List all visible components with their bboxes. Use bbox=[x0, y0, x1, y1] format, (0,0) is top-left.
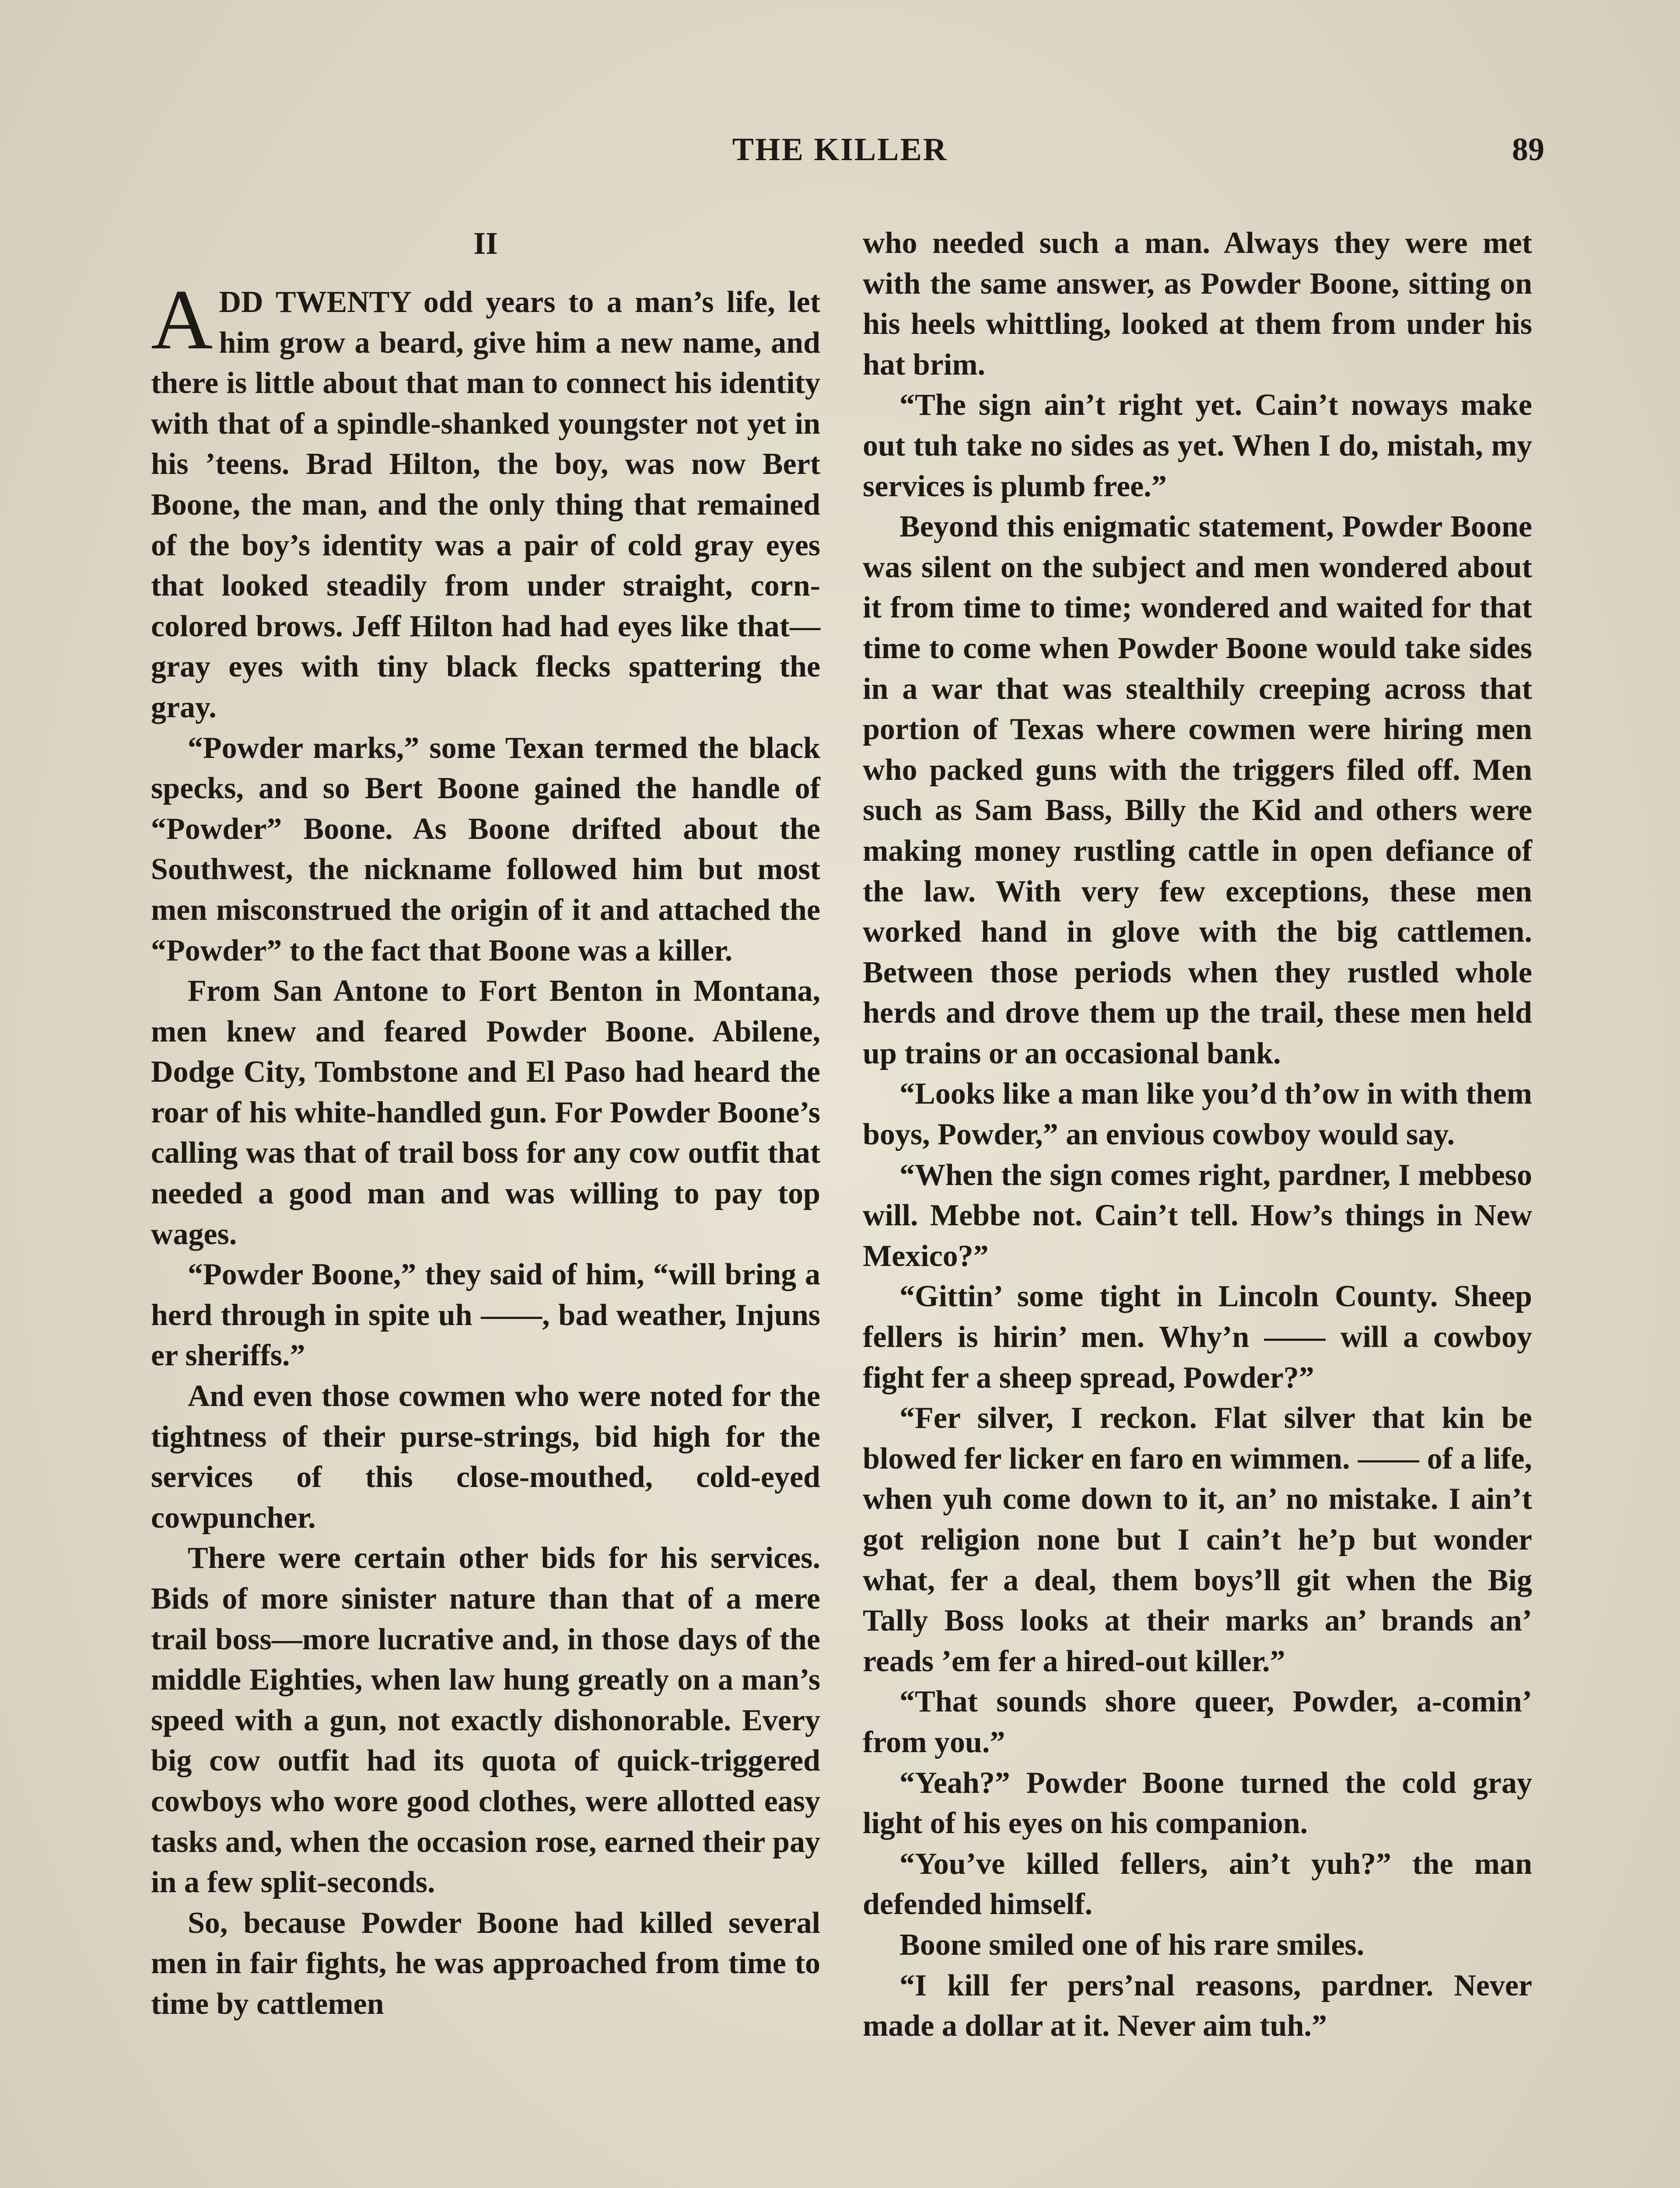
paragraph: “Gittin’ some tight in Lincoln County. Sheep fellers is hirin’ men. Why’n —— will a cowboy fight fer a sheep spread, Powder?” bbox=[863, 1280, 1532, 1395]
paragraph: And even those cowmen who were noted for the tightness of their purse-strings, bid high for the services of this close-mouthed, cold-eyed cowpuncher. bbox=[151, 1379, 820, 1535]
paragraph: “You’ve killed fellers, ain’t yuh?” the man defended himself. bbox=[863, 1847, 1532, 1922]
left-column bbox=[151, 223, 820, 2025]
continued-paragraph: who needed such a man. Always they were met with the same answer, as Powder Boone, sitting on his heels whittling, looked at them from under his hat brim. bbox=[863, 226, 1532, 382]
drop-cap: A bbox=[151, 272, 213, 367]
paragraph: “That sounds shore queer, Powder, a-comin’ from you.” bbox=[863, 1685, 1532, 1759]
section-number: II bbox=[473, 226, 498, 261]
paragraph: “Powder marks,” some Texan termed the black specks, and so Bert Boone gained the handle of “Powder” Boone. As Boone drifted about the Southwest, the nickname followed him but most men misconstrued the origin of it and attached the “Powder” to the fact that Boone was a killer. bbox=[151, 731, 820, 968]
page-header bbox=[149, 131, 1544, 188]
paragraph: “Looks like a man like you’d th’ow in with them boys, Powder,” an envious cowboy would say. bbox=[863, 1077, 1532, 1152]
paragraph: “Yeah?” Powder Boone turned the cold gray light of his eyes on his companion. bbox=[863, 1766, 1532, 1841]
paragraph: Beyond this enigmatic statement, Powder Boone was silent on the subject and men wondered about it from time to time; wondered and waited for that time to come when Powder Boone would take sides in a war that was stealthily creeping across that portion of Texas where cowmen were hiring men who packed guns with the triggers filed off. Men such as Sam Bass, Billy the Kid and others were making money rustling cattle in open defiance of the law. With very few exceptions, these men worked hand in glove with the big cattlemen. Between those periods when they rustled whole herds and drove them up the trail, these men held up trains or an occasional bank. bbox=[863, 510, 1532, 1070]
page-number: 89 bbox=[1512, 132, 1544, 168]
paragraph: There were certain other bids for his services. Bids of more sinister nature than that of a mere trail boss—more lucrative and, in those days of the middle Eighties, when law hung greatly on a man’s speed with a gun, not exactly dishonorable. Every big cow outfit had its quota of quick-triggered cowboys who wore good clothes, were allotted easy tasks and, when the occasion rose, earned their pay in a few split-seconds. bbox=[151, 1541, 820, 1900]
paragraph: From San Antone to Fort Benton in Montana, men knew and feared Powder Boone. Abilene, Dodge City, Tombstone and El Paso had heard the roar of his white-handled gun. For Powder Boone’s calling was that of trail boss for any cow outfit that needed a good man and was willing to pay top wages. bbox=[151, 974, 820, 1251]
paragraph: “When the sign comes right, pardner, I mebbeso will. Mebbe not. Cain’t tell. How’s things in New Mexico?” bbox=[863, 1158, 1532, 1273]
paragraph: “I kill fer pers’nal reasons, pardner. Never made a dollar at it. Never aim tuh.” bbox=[863, 1968, 1532, 2043]
paragraph: “Powder Boone,” they said of him, “will bring a herd through in spite uh ——, bad weather, Injuns er sheriffs.” bbox=[151, 1258, 820, 1373]
running-title: THE KILLER bbox=[732, 132, 948, 168]
paragraph: Boone smiled one of his rare smiles. bbox=[900, 1928, 1365, 1962]
right-column bbox=[863, 223, 1532, 2047]
paragraph: So, because Powder Boone had killed several men in fair fights, he was approached from time to time by cattlemen bbox=[151, 1906, 820, 2021]
opening-paragraph-text: DD TWENTY odd years to a man’s life, let him grow a beard, give him a new name, and there is little about that man to connect his identity with that of a spindle-shanked youngster not yet in his ’teens. Brad Hilton, the boy, was now Bert Boone, the man, and the only thing that remained of the boy’s identity was a pair of cold gray eyes that looked steadily from under straight, corn-colored brows. Jeff Hilton had had eyes like that—gray eyes with tiny black flecks spattering the gray. bbox=[151, 285, 820, 724]
opening-paragraph bbox=[151, 272, 820, 728]
paragraph: “Fer silver, I reckon. Flat silver that kin be blowed fer licker en faro en wimmen. —— of a life, when yuh come down to it, an’ no mistake. I ain’t got religion none but I cain’t he’p but wonder what, fer a deal, them boys’ll git when the Big Tally Boss looks at their marks an’ brands an’ reads ’em fer a hired-out killer.” bbox=[863, 1401, 1532, 1678]
paragraph: “The sign ain’t right yet. Cain’t noways make out tuh take no sides as yet. When I do, mistah, my services is plumb free.” bbox=[863, 388, 1532, 503]
